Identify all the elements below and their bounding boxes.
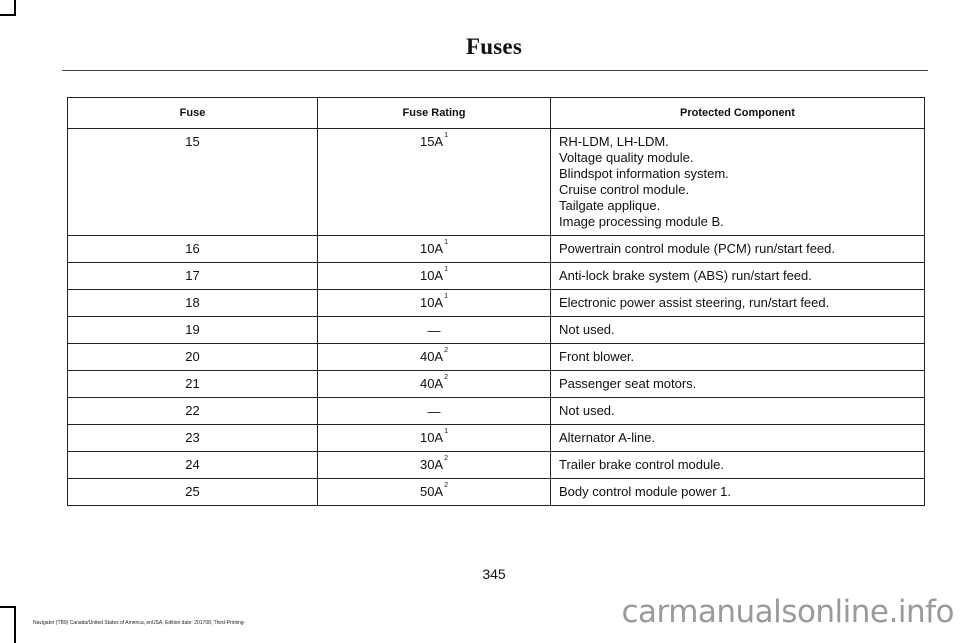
component-line: Trailer brake control module. [559,457,724,472]
component-line: Blindspot information system. [559,166,729,181]
protected-component [551,263,925,290]
fuse-rating [318,479,551,506]
table-row [68,371,925,398]
header-fuse-rating: Fuse Rating [318,98,551,129]
component-line: Not used. [559,403,615,418]
table-row [68,263,925,290]
crop-mark [14,606,16,643]
fuse-rating-value: 10A [419,241,444,256]
table-row [68,236,925,263]
protected-component [551,452,925,479]
fuse-number: 24 [68,452,318,479]
table-row [68,344,925,371]
fuse-rating [318,398,551,425]
table-row [68,452,925,479]
component-line: Not used. [559,322,615,337]
footnote-marker: 1 [444,293,449,300]
fuse-number: 25 [68,479,318,506]
page-number: 345 [482,566,506,582]
fuse-number: 16 [68,236,318,263]
fuse-rating-value: 10A [419,430,444,445]
footnote-marker: 2 [444,482,449,489]
fuse-rating [318,371,551,398]
fuse-number: 18 [68,290,318,317]
watermark: carmanualsonline.info [621,594,954,630]
fuse-rating-value: 30A [419,457,444,472]
table-row [68,290,925,317]
table-row [68,425,925,452]
header-protected-component: Protected Component [551,98,925,129]
fuse-number: 21 [68,371,318,398]
fuse-number: 17 [68,263,318,290]
fuse-rating-value: 15A [419,134,444,149]
protected-component [551,236,925,263]
fuse-rating [318,317,551,344]
fuse-number: 15 [68,129,318,236]
protected-component [551,398,925,425]
footnote-marker: 1 [444,266,449,273]
fuse-rating [318,452,551,479]
fuse-rating-value: — [427,323,441,338]
table-row [68,129,925,236]
table-row [68,398,925,425]
protected-component [551,479,925,506]
table-row [68,317,925,344]
fuse-rating-value: 50A [419,484,444,499]
table-row [68,479,925,506]
fuse-rating-value: — [427,404,441,419]
crop-mark [0,606,14,608]
footnote-marker: 2 [444,455,449,462]
fuse-number: 23 [68,425,318,452]
protected-component [551,425,925,452]
fuse-rating [318,236,551,263]
protected-component [551,129,925,236]
footnote-marker: 1 [444,428,449,435]
fuse-rating [318,129,551,236]
component-line: Cruise control module. [559,182,690,197]
fuse-number: 19 [68,317,318,344]
component-line: Electronic power assist steering, run/start feed. [559,295,830,310]
component-line: Front blower. [559,349,635,364]
page-title: Fuses [466,34,522,59]
crop-mark [0,14,14,16]
footer-edition-text: Navigator (TB9) Canada/United States of America, enUSA, Edition date: 201708, Third-Printing- [33,620,246,626]
footnote-marker: 1 [444,239,449,246]
component-line: Powertrain control module (PCM) run/start feed. [559,241,835,256]
component-line: Passenger seat motors. [559,376,697,391]
component-line: Body control module power 1. [559,484,731,499]
component-line: Tailgate applique. [559,198,661,213]
component-line: Anti-lock brake system (ABS) run/start feed. [559,268,812,283]
fuse-table [67,97,925,506]
header-fuse: Fuse [68,98,318,129]
table-header-row [68,98,925,129]
protected-component [551,371,925,398]
fuse-rating-value: 40A [419,376,444,391]
footnote-marker: 2 [444,347,449,354]
fuse-rating-value: 40A [419,349,444,364]
fuse-number: 22 [68,398,318,425]
footnote-marker: 1 [444,132,449,139]
fuse-rating [318,263,551,290]
protected-component [551,317,925,344]
title-rule [62,70,928,71]
crop-mark [14,0,16,16]
fuse-rating [318,425,551,452]
component-line: Alternator A-line. [559,430,656,445]
fuse-table-body [68,129,925,506]
footnote-marker: 2 [444,374,449,381]
fuse-rating-value: 10A [419,268,444,283]
fuse-rating [318,344,551,371]
component-line: Voltage quality module. [559,150,694,165]
component-line: RH-LDM, LH-LDM. [559,134,669,149]
protected-component [551,290,925,317]
component-line: Image processing module B. [559,214,724,229]
fuse-rating-value: 10A [419,295,444,310]
fuse-number: 20 [68,344,318,371]
protected-component [551,344,925,371]
fuse-rating [318,290,551,317]
